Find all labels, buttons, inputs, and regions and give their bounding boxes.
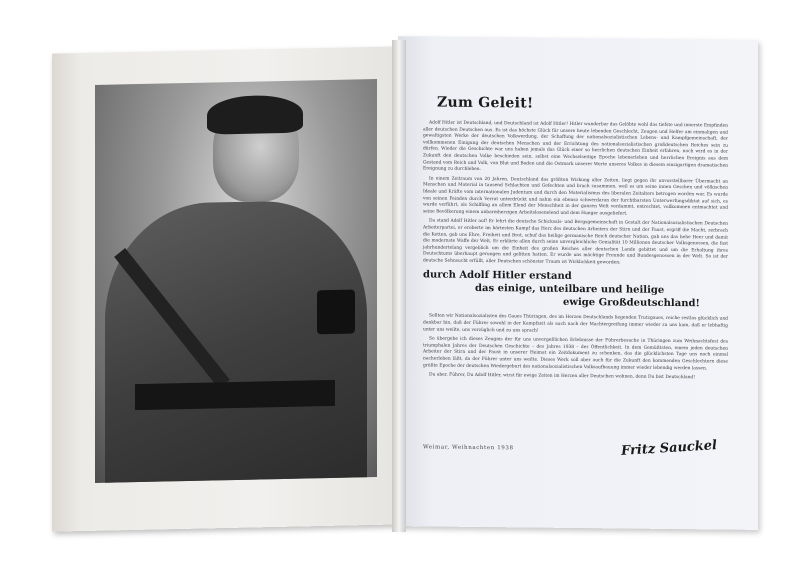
book-spine — [392, 40, 406, 532]
emphasis-line-2: das einige, unteilbare und heilige — [475, 283, 665, 297]
figure-hair — [207, 95, 303, 135]
figure-body — [105, 199, 367, 483]
closing-paragraph-1: Sollten wir Nationalsozialisten des Gaues Thüringen, des im Herzen Deutschlands liegenden Trutzgaues, reiche restlos glücklich und dankbar bin, daß der Führer sowohl in der Kampfzeit als auch nach der Machtergreifung immer wieder zu uns kam, daß er lebhaftig unter uns weilte, uns vorzüglich und zu uns sprach! — [423, 313, 728, 334]
foreword-heading: Zum Geleit! — [437, 94, 534, 112]
emphasis-line-1: durch Adolf Hitler erstand — [423, 269, 572, 283]
foreword-text — [423, 94, 728, 385]
paragraph-2: In einem Zeitraum von 20 Jahren, Deutschland das größten Wirkung aller Zeiten, liegt gegen ihr unvorstellbarer Übermacht an Menschen und Material in tausend Schlachten und Gefechten und brach zusammen, weil es um seine innen Geschen und völkischen Ideale und Kräfte vom internationalen Judentum und durch den Materialismus des liberalen Zeitalters betrogen worden war. Es wurde von seinen Feinden durch Verrat unterdrückt und nahm ein ebenso schwerdaran der furchtbarsten Unterwerfungsdiktat auf sich, es wurde verführt, als Schilfling an allem Elend der Menschheit in der ganzen Welt verdammt, entrechtet, vollkommen entmachtet und seine Bevölkerung einem unbarmherzigen Arbeitslosenelend und dem Hunger ausgeliefert. — [423, 176, 728, 217]
figure-belt — [135, 380, 335, 410]
closing-paragraph-2: So übergebe ich dieses Zeugnis der für uns unvergeßlichen Erlebnisse der Führerbesuche in Thüringen zum Weihnachtsfest des triumphalen Jahres der Deutschen Geschichte – des Jahres 1938 – der Öffentlichkeit. In dem Gemüßtsten, einem jeden deutschen Arbeiter der Stirn und der Faust in unserer Heimat ein Zeitdokument zu schenken, das die glücklichsten Tage uns noch einmal nacherleben läßt, da der Führer unter uns weilte. Dieses Werk soll aber auch für die Zukunft den kommenden Geschlechtern diese größte Epoche der deutschen Wiedergeburt des nationalsozialistischen Volksaufbauung immer wieder lebendig werden lassen. — [423, 336, 728, 372]
paragraph-3: Da stand Adolf Hitler auf! Er lehrt die deutsche Schicksals- und Bergsgemeinschaft in Gestalt der Nationalsozialistischen Deutschen Arbeiterpartei, er eroberte im härtesten Kampf das Herz des deutschen Arbeiters der Stirn und der Faust, ergriff die Macht, zerbrach die Ketten, gab uns Ehre, Freiheit und Brot, schuf das heilige germanische Reich deutscher Nation, gab uns das hehe Heer und damit die modernste Waffe der Welt. Er erklärte allen durch seine unvergleichliche Genialität 10 Millionen deutscher Volksgenossen, die fast jahrhundertelang vergeblich um die Einheit des großen Reiches aller deutschen Lande gebittet und um die Erhaltung ihres Deutschtums überhaupt gerungen und gelitten hatten. Er wurde uns mächtige Freunde und Bundesgenossen in der Welt. So ist der deutsche Sehnsucht erfüllt, aller Deutschen schönster Traum ist Wirklichkeit geworden: — [423, 218, 728, 266]
paragraph-1: Adolf Hitler ist Deutschland, und Deutschland ist Adolf Hitler! Hitler wunderbar das Gelöbte wohl das tiefste und innerste Empfinden aller deutschen Deutschen aus. Es ist das höchste Glück für unsere heute lebenden Geschlecht, Zeugen und Helfer am einmaligen und gewaltigsten Werke der deutschen Volkwerdung, der Schaffung der nationalsozialistischen Lebens- und Kampfgemeinschaft, der vollkommenen Einigung der deutschen Menschen und der Errichtung des nationalsozialistischen großdeutschen Reiches sein zu dürfen. Wieder die Geschichte war uns haben jemals das Glück einer so herrlichen deutschen Einheit erfahren, noch wird es in der Zukunft den deutschen Volke beschieden sein, selbst eine Wechselseitige Epoche lebenerleben und herrlichen Ereignis aus dem Gestand vom Reich und Volk, von Blut und Boden und die Ostmark unserer Werte unseres Volkes in diesem einzigartigen dramatischen Ereignung zu durchleben. — [423, 120, 728, 173]
place-date: Weimar, Weihnachten 1938 — [423, 444, 514, 452]
emphasis-block — [423, 269, 728, 311]
signature: Fritz Sauckel — [620, 438, 718, 459]
closing-paragraph-3: Du aber, Führer, Du Adolf Hitler, wirst für ewige Zeiten im Herzen aller Deutschen wohnen, denn Du bist Deutschland! — [429, 372, 696, 381]
portrait-photograph — [95, 79, 377, 483]
figure-armband — [317, 290, 355, 335]
foreword-footer — [423, 438, 728, 471]
emphasis-line-3: ewige Großdeutschland! — [563, 297, 700, 310]
